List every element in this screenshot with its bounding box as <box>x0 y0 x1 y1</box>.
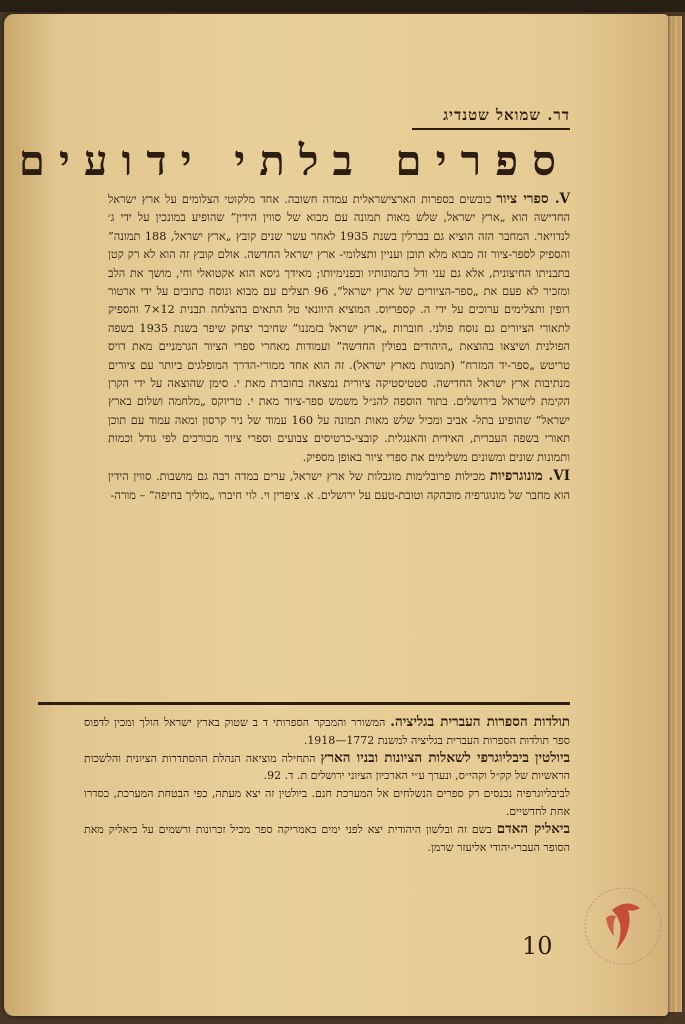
note-heading: ביולטין ביבליוגרפי לשאלות הציונות ובניו הארץ <box>320 749 570 766</box>
author-underline <box>412 128 570 130</box>
section-5-text: כובשים בספרות הארצישראלית עמדה חשובה. אחד מלקוטי הצלומים על ארץ ישראל החדישה הוא „ארץ ישראל, שלש מאות תמונה עם מבוא של סווין הידין” שהופיע במונכין על ידי ג׳ לנדויאר. המחבר הזה הוציא גם בברלין בשנת 1935 לאחר עשר שנים קובץ „ארץ ישראל, 188 תמונה” והספיק לספר-ציור זה מבוא מלא תוכן ועניין ותצלומי- ארץ ישראל החדשה. אולם קובץ זה הוא לא רק קטן בתבניתו החיצונית, אלא גם עני ודל בתמונותיו ובפנימיותו; מאידך גיסא הוא אקטואלי וחי, מושך את הלב ומזכיר לא פעם את „ספר-הציורים של ארץ ישראל”, 96 תצלים עם מבוא ונוסח כתובים על ידי ארטור רופין ותצלימים ערוכים על ידי ה. קספריוס. המוציא היוונאי טל התאים בהצלחה תבנית 12×7 והספיק לתאורי הציורים גם נוסח פולני. חוברות „ארץ ישראל בזמננו” שחיבר יצחק שיפר בשנת 1935 בשפה הפולנית ושיצאו בהוצאת „היהודים בפולין החדשה” ועמודות מאחרי ספרי הציור הגרמניים מאת דויס טריטש „ספר-יד המזרח” (תמונות מארץ ישראל). זה הוא אחד ממורי-הדרך המופלגים ביותר עם ציורים מנתיבות ארץ ישראל החדישה. סטטיסטיקה ציורית נמצאה בחוברת מאת י. סימן שהוצאה על ידי הקרן הקימת לישראל בירושלים. בתור הוספה להנ״ל משמש ספר-ציור מאת י. טריוקס „מלחמה ושלום בארץ ישראל” שהופיע בתל- אביב ומכיל שלש מאות תמונה על 160 עמוד של ניר קרסון ומאה עמוד עם תוכן תאורי בשפה העברית, האידית והאנגלית. קובצי-כרטיסים צבועים וספרי ציור מכורכים לפי גודל וכמות ותמונות שונים ומשונים משלימים את ספרי ציור באופן מספיק. <box>108 193 571 464</box>
section-5-paragraph <box>108 190 570 467</box>
author-name: דר. שמואל שטנדיג <box>443 106 570 124</box>
section-5-heading: V. ספרי ציור <box>496 191 570 207</box>
note-text: התחילה מוציאה הנהלת ההסתדרות הציונית והלשכות הראשיות של קק״ל וקהי״ס, ונערך ע״י הארכיון הציוני ירושלים ת. ד. 92. <box>84 751 570 783</box>
library-stamp-icon <box>582 880 664 972</box>
note-text: המשורר והמבקר הספרותי ד ב שטוק בארץ ישראל הולך ומכין לדפוס ספר תולדות הספרות העברית בגליציה למשנת 1772—1918. <box>84 716 570 747</box>
note-item <box>84 821 570 857</box>
article-body <box>108 190 570 505</box>
note-heading: ביאליק האדם <box>496 820 570 837</box>
scan-top-edge <box>0 0 685 12</box>
section-6-heading: VI. מונוגרפיות <box>489 468 571 485</box>
note-item <box>84 785 570 821</box>
section-divider <box>38 702 570 705</box>
note-heading: תולדות הספרות העברית בגליציה. <box>390 714 570 730</box>
note-text: לביבליוגרפיה נכנסים רק ספרים הנשלחים אל המערכת חנם. ביולטין זה יצא מעתה, כפי הבטחת המערכת, כסדרו אחת לחדשיים. <box>84 787 570 818</box>
note-item <box>84 714 570 750</box>
section-6-paragraph <box>108 467 570 505</box>
note-item <box>84 750 570 786</box>
article-title: ספרים בלתי ידועים <box>18 136 570 185</box>
page-number: 10 <box>522 932 553 960</box>
note-text: בשם זה ובלשון היהודית יצא לפני ימים באמריקה ספר מכיל זכרונות ורשמים על ביאליק מאת הסופר העברי-יהודי אליעזר שרמן. <box>84 822 570 854</box>
section-6-text: מכילות פרובלימות מוגבלות של ארץ ישראל, ערים במדה רבה גם מושבות. סווין הידין הוא מחבר של מונוגרפיה מובהקה וטובת-טעם על ירושלים. א. ציפרין וי. לוי חיברו „מוליך בחיפה” – מורה- <box>108 470 570 502</box>
notes-section <box>84 714 570 856</box>
